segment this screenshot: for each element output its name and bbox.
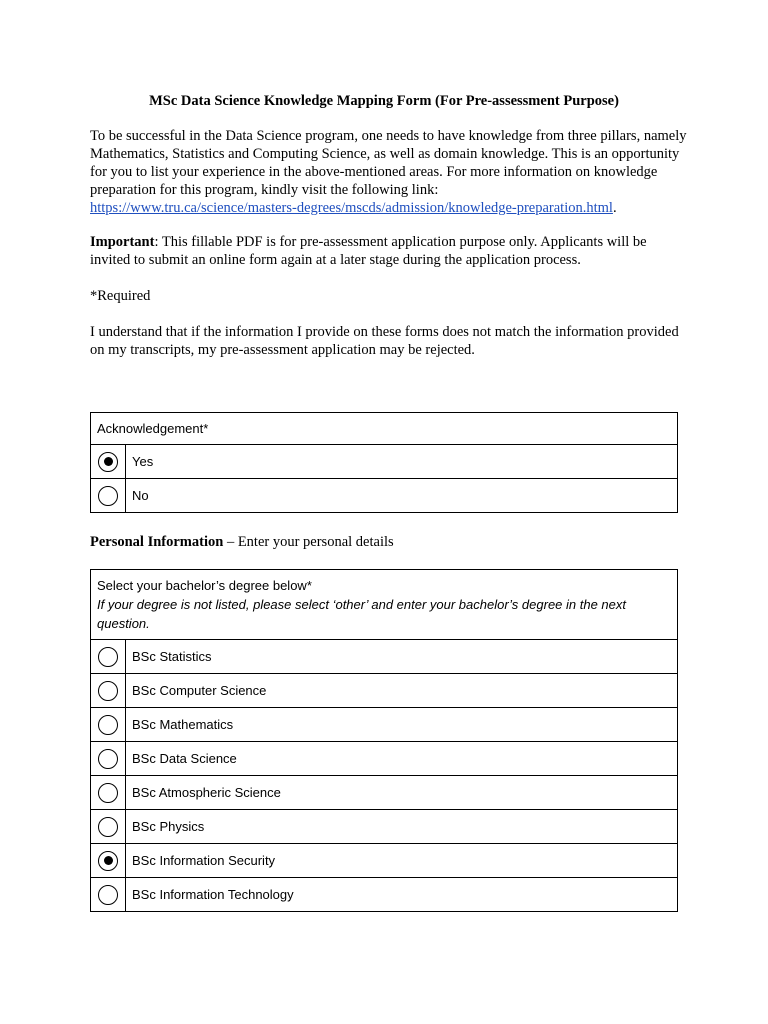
degree-option-data-science[interactable]	[91, 742, 678, 776]
understand-paragraph: I understand that if the information I provide on these forms does not match the information provided on my transcripts, my pre-assessment application may be rejected.	[90, 324, 679, 358]
degree-header-cell	[91, 570, 678, 640]
radio-button[interactable]	[98, 851, 118, 871]
radio-button[interactable]	[98, 681, 118, 701]
degree-option-computer-science[interactable]	[91, 674, 678, 708]
radio-button[interactable]	[98, 486, 118, 506]
intro-paragraph	[90, 127, 690, 217]
acknowledgement-header: Acknowledgement*	[91, 413, 678, 445]
degree-note: If your degree is not listed, please select ‘other’ and enter your bachelor’s degree in the next question.	[97, 597, 626, 631]
option-label: BSc Computer Science	[126, 674, 678, 708]
degree-option-physics[interactable]	[91, 810, 678, 844]
acknowledgement-table	[90, 412, 678, 513]
degree-option-information-technology[interactable]	[91, 878, 678, 912]
important-paragraph	[90, 233, 690, 269]
radio-button[interactable]	[98, 647, 118, 667]
ack-option-yes[interactable]	[91, 445, 678, 479]
radio-button[interactable]	[98, 885, 118, 905]
personal-info-title: Personal Information	[90, 534, 224, 550]
intro-text: To be successful in the Data Science program, one needs to have knowledge from three pillars, namely Mathematics, Statistics and Computing Science, as well as domain knowledge. This is an opportunity for you to list your experience in the above-mentioned areas. For more information on knowledge preparation for this program, kindly visit the following link:	[90, 128, 687, 198]
option-label: No	[126, 479, 678, 513]
important-text: : This fillable PDF is for pre-assessment application purpose only. Applicants will be invited to submit an online form again at a later stage during the application process.	[90, 234, 647, 268]
ack-option-no[interactable]	[91, 479, 678, 513]
option-label: BSc Data Science	[126, 742, 678, 776]
degree-option-mathematics[interactable]	[91, 708, 678, 742]
radio-button[interactable]	[98, 715, 118, 735]
knowledge-preparation-link[interactable]: https://www.tru.ca/science/masters-degrees/mscds/admission/knowledge-preparation.html	[90, 200, 613, 216]
personal-info-subtext: – Enter your personal details	[223, 534, 394, 550]
important-label: Important	[90, 234, 155, 250]
form-title: MSc Data Science Knowledge Mapping Form (For Pre-assessment Purpose)	[149, 93, 619, 109]
option-label: BSc Information Security	[126, 844, 678, 878]
degree-option-atmospheric-science[interactable]	[91, 776, 678, 810]
radio-button[interactable]	[98, 749, 118, 769]
degree-option-statistics[interactable]	[91, 640, 678, 674]
option-label: BSc Information Technology	[126, 878, 678, 912]
degree-header: Select your bachelor’s degree below*	[97, 578, 312, 593]
degree-table	[90, 569, 678, 912]
required-note: *Required	[90, 288, 151, 304]
option-label: BSc Mathematics	[126, 708, 678, 742]
radio-button[interactable]	[98, 817, 118, 837]
degree-option-information-security[interactable]	[91, 844, 678, 878]
radio-button[interactable]	[98, 783, 118, 803]
option-label: BSc Atmospheric Science	[126, 776, 678, 810]
option-label: BSc Physics	[126, 810, 678, 844]
personal-info-heading	[90, 534, 394, 551]
radio-button[interactable]	[98, 452, 118, 472]
option-label: Yes	[126, 445, 678, 479]
link-suffix: .	[612, 200, 617, 216]
option-label: BSc Statistics	[126, 640, 678, 674]
